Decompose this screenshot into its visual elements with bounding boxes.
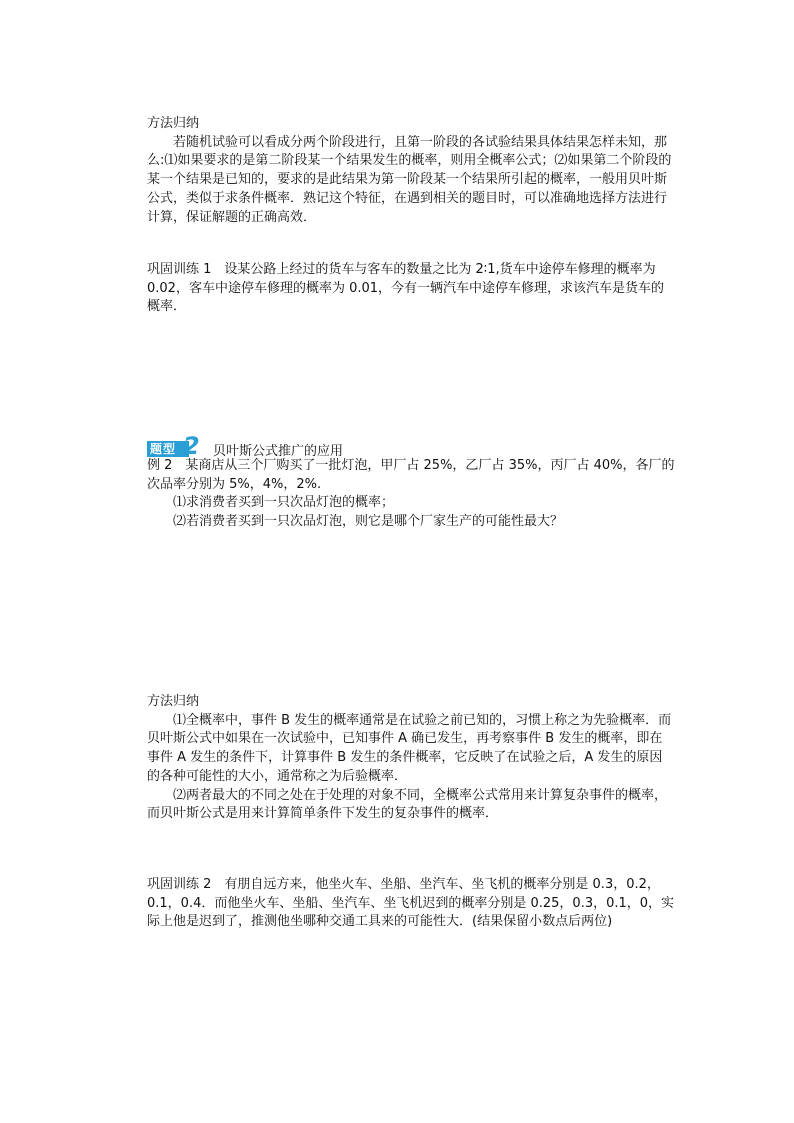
method-summary-2 (147, 693, 675, 824)
method-summary-1 (147, 115, 675, 227)
exercise-1-text: 巩固训练 1 设某公路上经过的货车与客车的数量之比为 2∶1,货车中途停车修理的概率为 0.02，客车中途停车修理的概率为 0.01，今有一辆汽车中途停车修理，求该汽车是货车的概率． (147, 262, 665, 315)
method-summary-2-para-1: ⑴全概率中，事件 B 发生的概率通常是在试验之前已知的，习惯上称之为先验概率．而贝叶斯公式中如果在一次试验中，已知事件 A 确已发生，再考察事件 B 发生的概率，即在事件 A 发生的条件下，计算事件 B 发生的条件概率，它反映了在试验之后，A 发生的原因的各种可能性的大小，通常称之为后验概率． (147, 712, 672, 784)
method-summary-title: 方法归纳 (147, 116, 200, 131)
method-summary-2-title: 方法归纳 (147, 694, 200, 709)
topic-badge (147, 432, 203, 460)
topic-badge-number: 2 (183, 432, 200, 460)
method-summary-2-para-2: ⑵两者最大的不同之处在于处理的对象不同，全概率公式常用来计算复杂事件的概率，而贝叶斯公式是用来计算简单条件下发生的复杂事件的概率． (147, 787, 668, 822)
topic-badge-text: 题型 (150, 442, 177, 456)
exercise-2-text: 巩固训练 2 有朋自远方来，他坐火车、坐船、坐汽车、坐飞机的概率分别是 0.3，0.2，0.1，0.4．而他坐火车、坐船、坐汽车、坐飞机迟到的概率分别是 0.25，0.3，0.1，0，实际上他是迟到了，推测他坐哪种交通工具来的可能性大．(结果保留小数点后两位) (147, 877, 675, 930)
topic-heading: 贝叶斯公式推广的应用 (213, 444, 344, 459)
example-2-question-1: ⑴求消费者买到一只次品灯泡的概率； (173, 495, 395, 511)
exercise-1 (147, 261, 675, 317)
exercise-2 (147, 876, 675, 932)
example-2 (147, 457, 675, 532)
method-summary-body: 若随机试验可以看成分两个阶段进行，且第一阶段的各试验结果具体结果怎样未知，那么:⑴如果要求的是第二阶段某一个结果发生的概率，则用全概率公式；⑵如果第二个阶段的某一个结果是已知的，要求的是此结果为第一阶段某一个结果所引起的概率，一般用贝叶斯公式，类似于求条件概率．熟记这个特征，在遇到相关的题目时，可以准确地选择方法进行计算，保证解题的正确高效． (147, 134, 672, 225)
example-2-question-2: ⑵若消费者买到一只次品灯泡，则它是哪个厂家生产的可能性最大？ (173, 514, 564, 530)
example-2-stem: 例 2 某商店从三个厂购买了一批灯泡，甲厂占 25%，乙厂占 35%，丙厂占 40%，各厂的次品率分别为 5%，4%，2%. (147, 458, 675, 492)
